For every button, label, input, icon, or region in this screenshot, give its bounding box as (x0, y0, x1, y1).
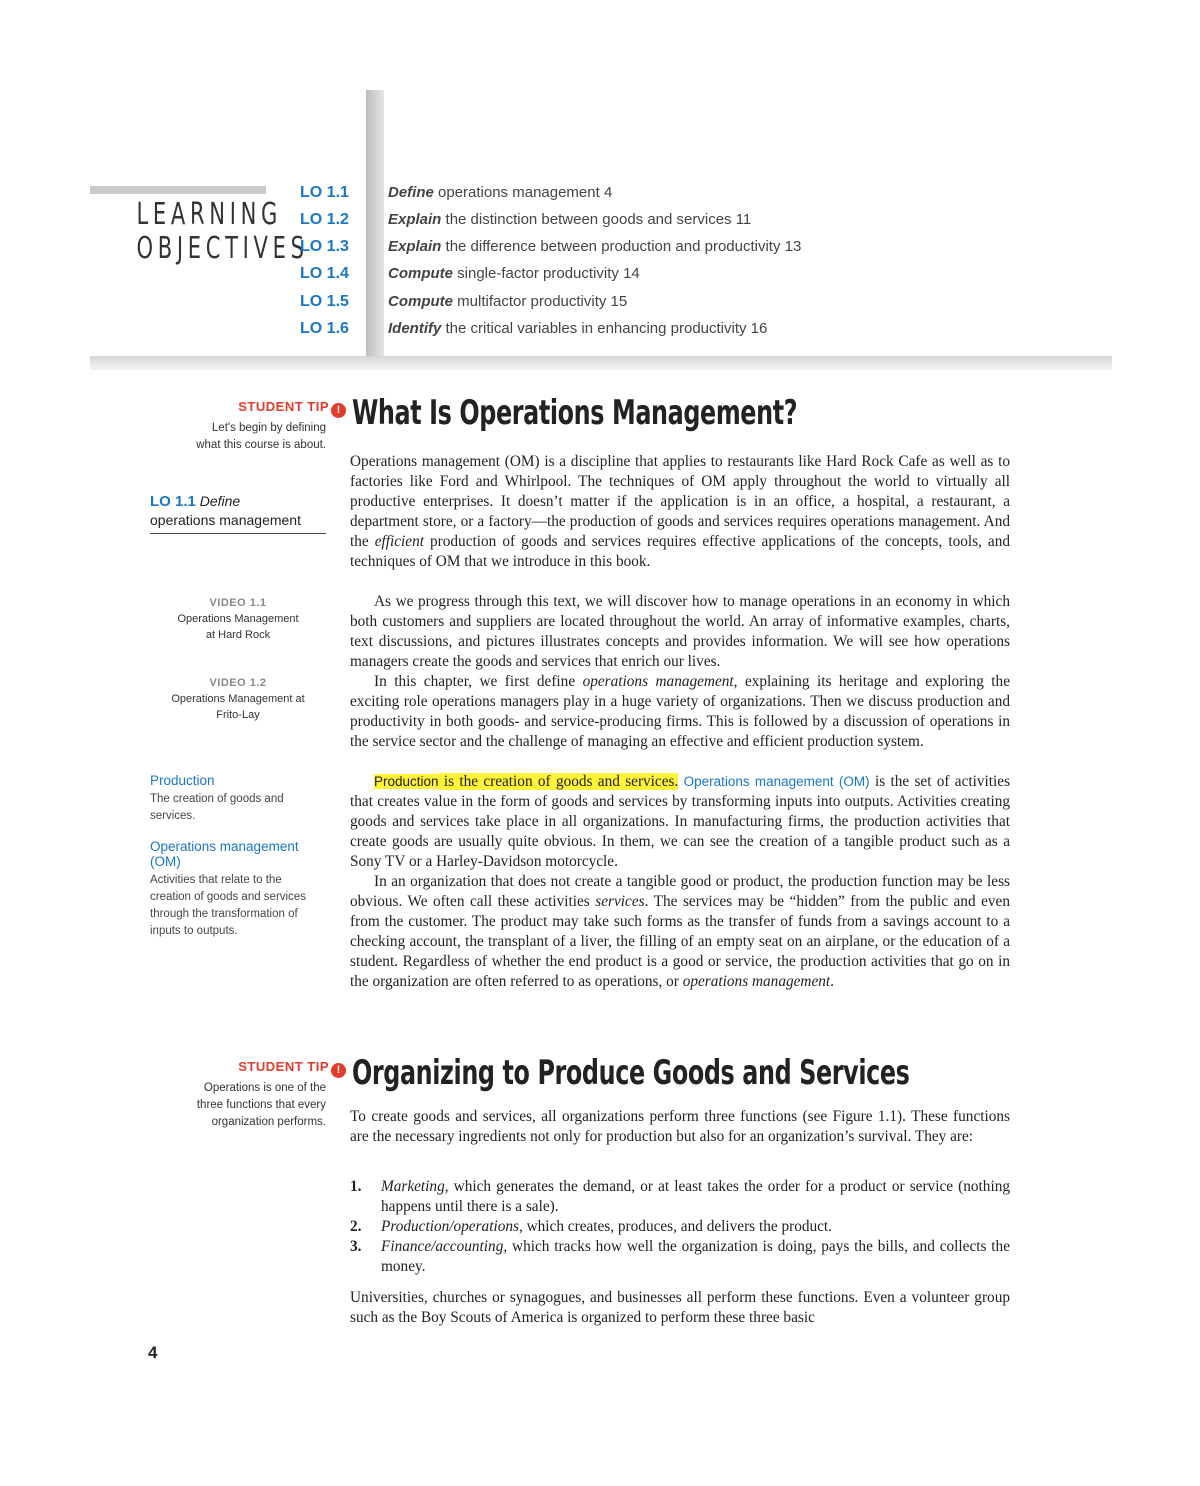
side-lo-verb: Define (199, 493, 241, 509)
student-tip-label: STUDENT TIP (238, 399, 329, 414)
glossary-production (150, 773, 326, 825)
glossary-operations-management (150, 839, 326, 940)
objective-row (300, 179, 1020, 206)
section-heading: What Is Operations Management? (352, 393, 798, 433)
om-term-link[interactable]: Operations management (OM) (683, 774, 870, 789)
student-tip-text: Operations is one of the three functions that every organization performs. (196, 1082, 326, 1128)
glossary-definition: The creation of goods and services. (150, 793, 284, 822)
list-item: 1. Marketing, which generates the demand, or at least takes the order for a product or service (nothing happens until there is a sale). (350, 1178, 1010, 1215)
objective-verb: Identify (388, 320, 442, 337)
learning-objectives-title: LEARNING OBJECTIVES (136, 197, 309, 266)
objective-id: LO 1.2 (300, 210, 349, 228)
video-title: at Hard Rock (205, 629, 271, 641)
video-title: Operations Management (177, 613, 299, 625)
objective-id: LO 1.1 (300, 183, 349, 201)
objective-row (300, 288, 1020, 315)
highlighted-text: is the creation of goods and services. (438, 773, 679, 790)
student-tip-text: Let's begin by defining what this course is about. (196, 422, 326, 451)
paragraph: In this chapter, we first define operations management, explaining its heritage and exploring the exciting role operations managers play in a huge variety of organizations. Then we discuss production and productivity in both goods- and service-producing firms. This is followed by a discussion of operations in the service sector and the challenge of managing an effective and efficient production system. (350, 673, 1010, 750)
video-title: Frito-Lay (216, 709, 260, 721)
student-tip-2 (150, 1058, 346, 1131)
objective-text: the difference between production and productivity 13 (441, 238, 802, 255)
video-title: Operations Management at (171, 693, 305, 705)
video-1-2[interactable] (150, 675, 326, 723)
objective-row (300, 233, 1020, 260)
objective-text: single-factor productivity 14 (453, 265, 640, 282)
page-number: 4 (148, 1343, 158, 1362)
objective-verb: Define (388, 184, 434, 201)
paragraph: In an organization that does not create a tangible good or product, the production function may be less obvious. We often call these activities services. The services may be “hidden” from the public and even from the customer. The product may take such forms as the transfer of funds from a savings account to a checking account, the transplant of a liver, the filling of an empty seat on an airplane, or the education of a student. Regardless of whether the end product is a good or service, the production activities that go on in the organization are often referred to as operations, or operations management. (350, 873, 1010, 990)
objective-verb: Compute (388, 265, 453, 282)
objective-text: operations management 4 (433, 184, 613, 201)
paragraph: Production is the creation of goods and services. Operations management (OM) is the set of activities that creates value in the form of goods and services by transforming inputs into outputs. Activities creating goods and services take place in all organizations. In manufacturing firms, the production activities that create goods are usually quite obvious. In them, we can see the creation of a tangible product such as a Sony TV or a Harley-Davidson motorcycle. (350, 773, 1011, 870)
video-label: VIDEO 1.2 (209, 677, 267, 689)
objective-id: LO 1.6 (300, 319, 349, 337)
objective-verb: Explain (388, 238, 442, 255)
objectives-bottom-rule (90, 356, 1112, 370)
objective-text: the critical variables in enhancing productivity 16 (441, 320, 768, 337)
objective-row (300, 206, 1020, 233)
objective-text: the distinction between goods and services 11 (441, 211, 752, 228)
objective-verb: Compute (388, 293, 453, 310)
functions-list (350, 1177, 1010, 1277)
objective-text: multifactor productivity 15 (453, 293, 628, 310)
paragraph: As we progress through this text, we will discover how to manage operations in an economy in which both customers and suppliers are located throughout the world. An array of informative examples, charts, text discussions, and pictures illustrates concepts and provides information. We will see how operations managers create the goods and services that enrich our lives. (350, 593, 1010, 670)
alert-icon: ! (331, 1063, 346, 1078)
video-1-1[interactable] (150, 595, 326, 643)
paragraph: Universities, churches or synagogues, and businesses all perform these functions. Even a volunteer group such as the Boy Scouts of America is organized to perform these three basic (350, 1289, 1010, 1326)
paragraph: Operations management (OM) is a discipline that applies to restaurants like Hard Rock Cafe as well as to factories like Ford and Whirlpool. The techniques of OM apply throughout the world to virtually all productive enterprises. It doesn’t matter if the application is in an office, a hospital, a restaurant, a department store, or a factory—the production of goods and services requires operations management. And the efficient production of goods and services requires effective applications of the concepts, tools, and techniques of OM that we introduce in this book. (350, 453, 1011, 570)
objective-row (300, 315, 1020, 342)
list-item: 3. Finance/accounting, which tracks how well the organization is doing, pays the bills, and collects the money. (350, 1238, 1010, 1275)
section-heading: Organizing to Produce Goods and Services (352, 1053, 910, 1093)
objective-verb: Explain (388, 211, 442, 228)
glossary-definition: Activities that relate to the creation of goods and services through the transformation of inputs to outputs. (150, 874, 306, 937)
objectives-top-rule (90, 186, 266, 194)
student-tip-label: STUDENT TIP (238, 1059, 329, 1074)
paragraph: To create goods and services, all organizations perform three functions (see Figure 1.1). These functions are the necessary ingredients not only for production but also for an organization’s survival. They are: (350, 1108, 1010, 1145)
student-tip-1 (150, 398, 346, 454)
production-term: Production (374, 774, 439, 789)
video-label: VIDEO 1.1 (209, 597, 267, 609)
glossary-term: Production (150, 773, 215, 788)
alert-icon: ! (331, 403, 346, 418)
glossary-term: Operations management (OM) (150, 839, 299, 869)
list-item: 2. Production/operations, which creates, produces, and delivers the product. (350, 1218, 833, 1235)
side-learning-objective (150, 492, 326, 534)
objective-id: LO 1.5 (300, 292, 349, 310)
objective-id: LO 1.3 (300, 237, 349, 255)
side-lo-text: operations management (150, 512, 301, 528)
side-lo-id: LO 1.1 (150, 493, 196, 510)
objective-row (300, 260, 1020, 287)
objective-id: LO 1.4 (300, 264, 349, 282)
